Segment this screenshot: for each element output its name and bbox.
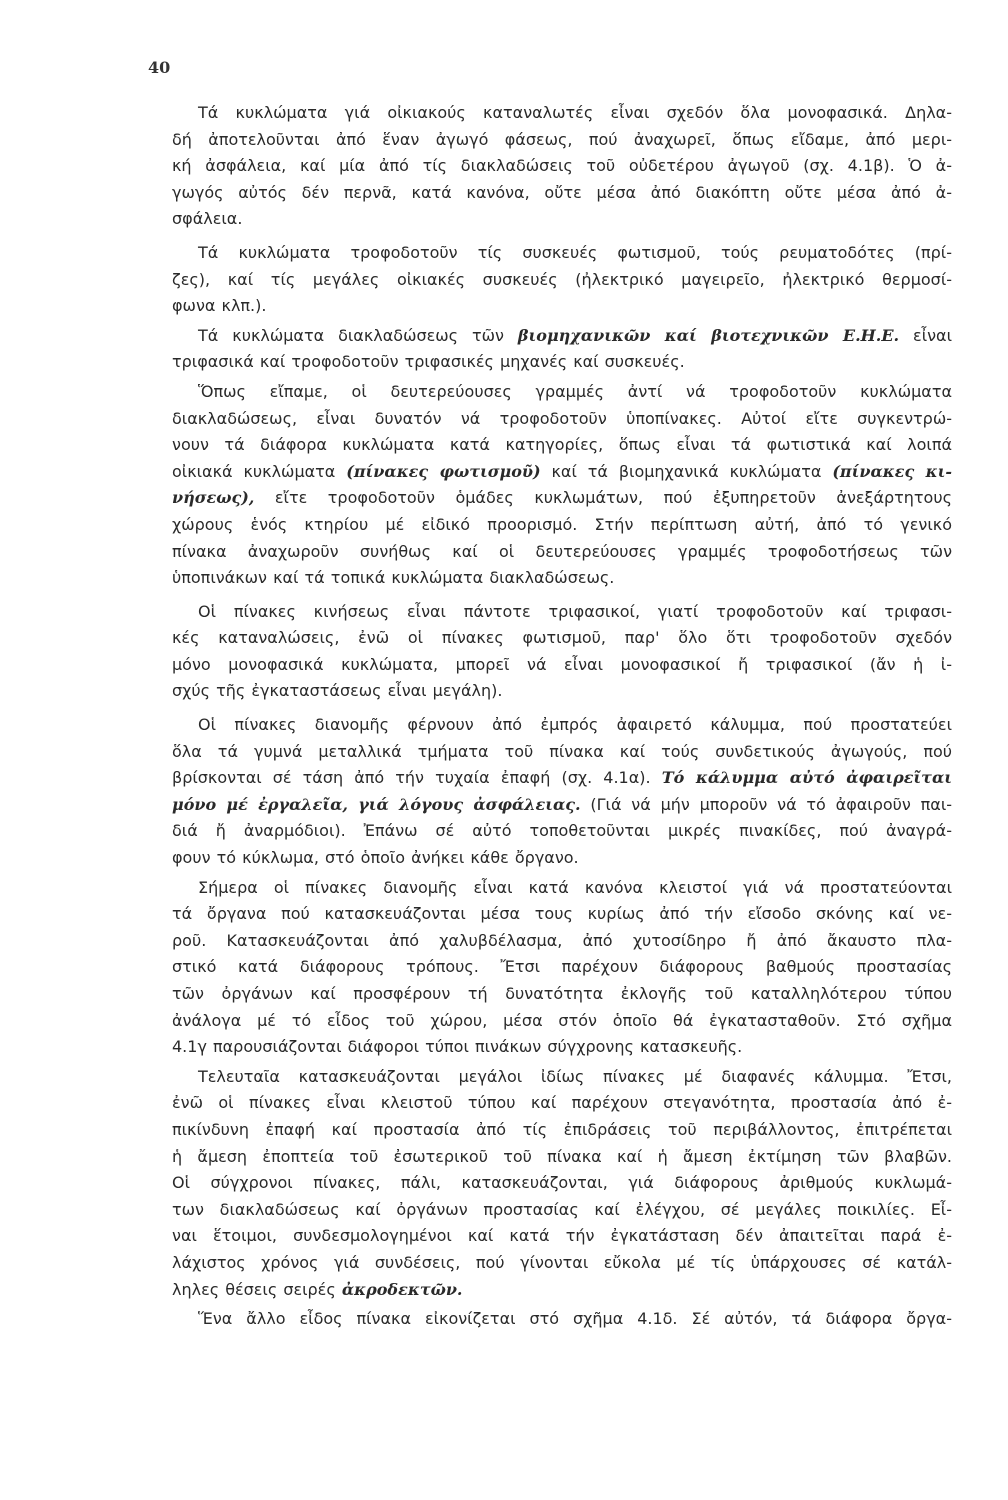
- paragraph-5: [146, 599, 952, 705]
- text-run: εἴτε τροφοδοτοῦν ὁμάδες κυκλωμάτων, πού ἐξυπηρετοῦν ἀνεξάρτητους: [254, 488, 952, 508]
- text-line: ἐνῶ οἱ πίνακες εἶναι κλειστοῦ τύπου καί παρέχουν στεγανότητα, προστασία ἀπό ἐ-: [172, 1093, 952, 1113]
- text-line: νουν τά διάφορα κυκλώματα κατά κατηγορίες, ὅπως εἶναι τά φωτιστικά καί λοιπά: [172, 435, 952, 455]
- text-line: τῶν ὀργάνων καί προσφέρουν τή δυνατότητα ἐκλογῆς τοῦ καταλληλότερου τύπου: [172, 984, 952, 1003]
- text-run: ληλες θέσεις σειρές: [172, 1279, 342, 1299]
- text-line: Οἱ πίνακες διανομῆς φέρνουν ἀπό ἐμπρός ἀφαιρετό κάλυμμα, πού προστατεύει: [198, 715, 952, 735]
- text-line: φωνα κλπ.).: [172, 296, 267, 316]
- text-line: πικίνδυνη ἐπαφή καί προστασία ἀπό τίς ἐπιδράσεις τοῦ περιβάλλοντος, ἐπιτρέπεται: [172, 1119, 952, 1139]
- text-line: 4.1γ παρουσιάζονται διάφοροι τύποι πινάκων σύγχρονης κατασκευῆς.: [172, 1037, 743, 1057]
- emphasis-text: βιομηχανικῶν καί βιοτεχνικῶν Ε.Η.Ε.: [517, 325, 900, 345]
- text-line: κές καταναλώσεις, ἐνῶ οἱ πίνακες φωτισμοῦ, παρ' ὅλο ὅτι τροφοδοτοῦν σχεδόν: [172, 628, 952, 648]
- emphasis-text: (πίνακες φωτισμοῦ): [346, 461, 541, 481]
- emphasis-text: μόνο μέ ἐργαλεῖα, γιά λόγους ἀσφάλειας.: [172, 794, 581, 814]
- emphasis-text: ἀκροδεκτῶν.: [341, 1279, 463, 1299]
- paragraph-8: [146, 1064, 952, 1303]
- text-line: [146, 765, 952, 792]
- text-line: Ὅπως εἴπαμε, οἱ δευτερεύουσες γραμμές ἀντί νά τροφοδοτοῦν κυκλώματα: [198, 381, 952, 401]
- text-line: ὑποπινάκων καί τά τοπικά κυκλώματα διακλαδώσεως.: [172, 568, 615, 588]
- text-run: καί τά βιομηχανικά κυκλώματα: [540, 461, 833, 481]
- paragraph-4: [146, 379, 952, 592]
- paragraph-9: [146, 1306, 952, 1333]
- text-line: Τελευταῖα κατασκευάζονται μεγάλοι ἰδίως πίνακες μέ διαφανές κάλυμμα. Ἔτσι,: [198, 1066, 952, 1086]
- text-line: σχύς τῆς ἐγκαταστάσεως εἶναι μεγάλη).: [172, 681, 503, 701]
- text-line: ροῦ. Κατασκευάζονται ἀπό χαλυβδέλασμα, ἀπό χυτοσίδηρο ἤ ἀπό ἄκαυστο πλα-: [172, 930, 952, 950]
- paragraph-3: [146, 323, 952, 376]
- text-line: λάχιστος χρόνος γιά συνδέσεις, πού γίνονται εὔκολα μέ τίς ὑπάρχουσες σέ κατάλ-: [172, 1252, 952, 1272]
- text-line: Οἱ πίνακες κινήσεως εἶναι πάντοτε τριφασικοί, γιατί τροφοδοτοῦν καί τριφασι-: [198, 601, 952, 621]
- paragraph-1: [146, 100, 952, 233]
- text-line: διά ἤ ἀναρμόδιοι). Ἐπάνω σέ αὐτό τοποθετοῦνται μικρές πινακίδες, πού ἀναγρά-: [172, 821, 952, 841]
- text-line: [146, 792, 952, 819]
- text-line: σφάλεια.: [172, 209, 243, 229]
- text-line: γωγός αὐτός δέν περνᾶ, κατά κανόνα, οὔτε μέσα ἀπό διακόπτη οὔτε μέσα ἀπό ἀ-: [172, 182, 952, 202]
- text-line: [146, 485, 952, 512]
- text-line: μόνο μονοφασικά κυκλώματα, μπορεῖ νά εἶναι μονοφασικοί ἤ τριφασικοί (ἄν ἡ ἰ-: [172, 654, 952, 674]
- text-line: [146, 459, 952, 486]
- emphasis-text: νήσεως),: [172, 488, 255, 508]
- text-line: τά ὄργανα πού κατασκευάζονται μέσα τους κυρίως ἀπό τήν εἴσοδο σκόνης καί νε-: [172, 904, 952, 924]
- text-line: [146, 1277, 952, 1304]
- text-line: κή ἀσφάλεια, καί μία ἀπό τίς διακλαδώσεις τοῦ οὐδετέρου ἀγωγοῦ (σχ. 4.1β). Ὁ ἀ-: [172, 156, 952, 176]
- text-line: Σήμερα οἱ πίνακες διανομῆς εἶναι κατά κανόνα κλειστοί γιά νά προστατεύονται: [198, 877, 952, 897]
- text-line: ζες), καί τίς μεγάλες οἰκιακές συσκευές (ἠλεκτρικό μαγειρεῖο, ἠλεκτρικό θερμοσί-: [172, 269, 952, 289]
- paragraph-6: [146, 712, 952, 872]
- text-run: Τά κυκλώματα διακλαδώσεως τῶν: [198, 325, 518, 345]
- paragraph-7: [146, 875, 952, 1061]
- text-line: Τά κυκλώματα τροφοδοτοῦν τίς συσκευές φωτισμοῦ, τούς ρευματοδότες (πρί-: [198, 242, 952, 262]
- text-line: Τά κυκλώματα γιά οἰκιακούς καταναλωτές εἶναι σχεδόν ὅλα μονοφασικά. Δηλα-: [198, 103, 952, 122]
- text-line: δή ἀποτελοῦνται ἀπό ἕναν ἀγωγό φάσεως, πού ἀναχωρεῖ, ὅπως εἴδαμε, ἀπό μερι-: [172, 129, 952, 149]
- text-run: (Γιά νά μήν μποροῦν νά τό ἀφαιροῦν παι-: [580, 794, 953, 814]
- text-line: ἡ ἄμεση ἐποπτεία τοῦ ἐσωτερικοῦ τοῦ πίνακα καί ἡ ἄμεση ἐκτίμηση τῶν βλαβῶν.: [172, 1146, 952, 1166]
- emphasis-text: Τό κάλυμμα αὐτό ἀφαιρεῖται: [661, 768, 952, 788]
- text-line: των διακλαδώσεως καί ὀργάνων προστασίας καί ἐλέγχου, σέ μεγάλες ποικιλίες. Εἶ-: [172, 1199, 952, 1219]
- text-run: βρίσκονται σέ τάση ἀπό τήν τυχαία ἐπαφή (σχ. 4.1α).: [172, 768, 662, 788]
- text-line: ναι ἕτοιμοι, συνδεσμολογημένοι καί κατά τήν ἐγκατάσταση δέν ἀπαιτεῖται παρά ἐ-: [172, 1226, 952, 1246]
- text-line: πίνακα ἀναχωροῦν συνήθως καί οἱ δευτερεύουσες γραμμές τροφοδοτήσεως τῶν: [172, 541, 952, 561]
- emphasis-text: (πίνακες κι-: [832, 461, 953, 481]
- text-line: ὅλα τά γυμνά μεταλλικά τμήματα τοῦ πίνακα καί τούς συνδετικούς ἀγωγούς, πού: [172, 741, 952, 761]
- text-line: διακλαδώσεως, εἶναι δυνατόν νά τροφοδοτοῦν ὑποπίνακες. Αὐτοί εἴτε συγκεντρώ-: [172, 408, 952, 428]
- text-line: τριφασικά καί τροφοδοτοῦν τριφασικές μηχανές καί συσκευές.: [172, 352, 685, 372]
- text-line: Οἱ σύγχρονοι πίνακες, πάλι, κατασκευάζονται, γιά διάφορους ἀριθμούς κυκλωμά-: [172, 1173, 952, 1193]
- text-line: Ἕνα ἄλλο εἶδος πίνακα εἰκονίζεται στό σχῆμα 4.1δ. Σέ αὐτόν, τά διάφορα ὄργα-: [198, 1309, 952, 1329]
- text-run: οἰκιακά κυκλώματα: [172, 461, 347, 481]
- text-line: [146, 323, 952, 350]
- paragraph-2: [146, 240, 952, 320]
- page-number: 40: [148, 58, 171, 77]
- text-run: εἶναι: [899, 325, 952, 345]
- body-text: [146, 100, 952, 1336]
- text-line: χώρους ἑνός κτηρίου μέ εἰδικό προορισμό. Στήν περίπτωση αὐτή, ἀπό τό γενικό: [172, 514, 952, 534]
- text-line: ἀνάλογα μέ τό εἶδος τοῦ χώρου, μέσα στόν ὁποῖο θά ἐγκατασταθοῦν. Στό σχῆμα: [172, 1010, 952, 1030]
- text-line: στικό κατά διάφορους τρόπους. Ἔτσι παρέχουν διάφορους βαθμούς προστασίας: [172, 957, 952, 977]
- text-line: φουν τό κύκλωμα, στό ὁποῖο ἀνήκει κάθε ὄργανο.: [172, 848, 579, 868]
